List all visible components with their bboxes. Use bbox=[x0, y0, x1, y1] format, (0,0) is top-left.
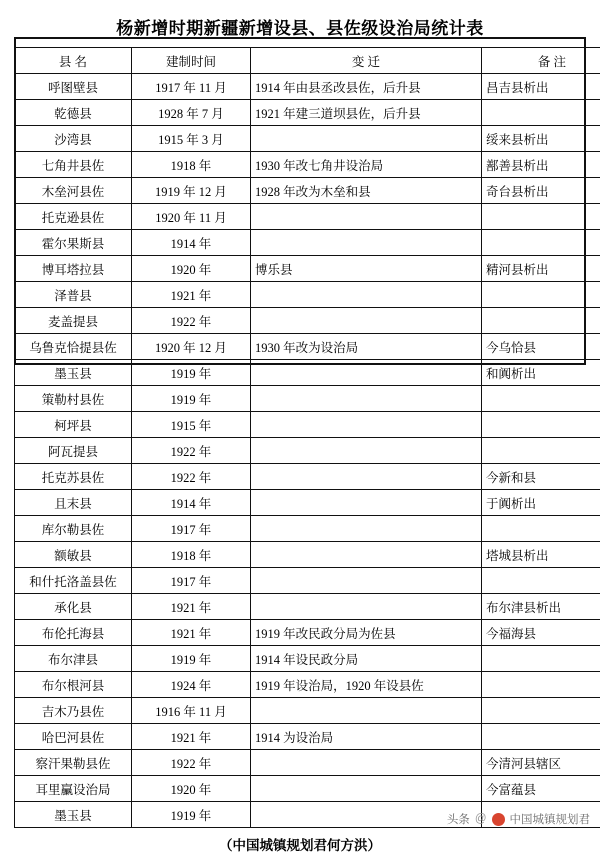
cell-remarks bbox=[482, 204, 600, 230]
table-row bbox=[15, 360, 600, 386]
cell-remarks: 精河县析出 bbox=[482, 256, 600, 282]
cell-establish-time: 1921 年 bbox=[132, 282, 251, 308]
cell-establish-time: 1921 年 bbox=[132, 594, 251, 620]
cell-remarks: 布尔津县析出 bbox=[482, 594, 600, 620]
table-row bbox=[15, 308, 600, 334]
cell-establish-time: 1919 年 bbox=[132, 360, 251, 386]
cell-establish-time: 1920 年 bbox=[132, 776, 251, 802]
cell-county-name: 墨玉县 bbox=[15, 360, 132, 386]
cell-changes bbox=[251, 490, 482, 516]
cell-county-name: 布尔根河县 bbox=[15, 672, 132, 698]
cell-remarks bbox=[482, 386, 600, 412]
table-row bbox=[15, 438, 600, 464]
cell-remarks bbox=[482, 438, 600, 464]
cell-county-name: 七角井县佐 bbox=[15, 152, 132, 178]
table-row bbox=[15, 282, 600, 308]
cell-remarks: 今富蕴县 bbox=[482, 776, 600, 802]
cell-changes bbox=[251, 230, 482, 256]
table-row bbox=[15, 542, 600, 568]
cell-remarks: 绥来县析出 bbox=[482, 126, 600, 152]
cell-changes: 1914 年由县丞改县佐，后升县 bbox=[251, 74, 482, 100]
cell-establish-time: 1919 年 12 月 bbox=[132, 178, 251, 204]
cell-changes: 1921 年建三道坝县佐，后升县 bbox=[251, 100, 482, 126]
watermark-separator: @ bbox=[475, 813, 487, 825]
cell-remarks: 今新和县 bbox=[482, 464, 600, 490]
table-row bbox=[15, 126, 600, 152]
table-row bbox=[15, 74, 600, 100]
table-row bbox=[15, 334, 600, 360]
table-row bbox=[15, 204, 600, 230]
cell-county-name: 察汗果勒县佐 bbox=[15, 750, 132, 776]
cell-establish-time: 1917 年 11 月 bbox=[132, 74, 251, 100]
cell-county-name: 沙湾县 bbox=[15, 126, 132, 152]
table-row bbox=[15, 100, 600, 126]
cell-remarks bbox=[482, 230, 600, 256]
cell-changes: 1919 年改民政分局为佐县 bbox=[251, 620, 482, 646]
cell-changes: 1914 年设民政分局 bbox=[251, 646, 482, 672]
table-row bbox=[15, 620, 600, 646]
cell-remarks bbox=[482, 412, 600, 438]
cell-changes bbox=[251, 542, 482, 568]
cell-changes bbox=[251, 698, 482, 724]
table-row bbox=[15, 672, 600, 698]
cell-establish-time: 1922 年 bbox=[132, 464, 251, 490]
table-row bbox=[15, 230, 600, 256]
cell-establish-time: 1920 年 12 月 bbox=[132, 334, 251, 360]
cell-establish-time: 1917 年 bbox=[132, 568, 251, 594]
cell-establish-time: 1915 年 bbox=[132, 412, 251, 438]
watermark bbox=[447, 811, 590, 827]
cell-changes: 1914 为设治局 bbox=[251, 724, 482, 750]
cell-changes bbox=[251, 750, 482, 776]
footer-note: （中国城镇规划君何方洪） bbox=[14, 834, 586, 854]
cell-remarks bbox=[482, 516, 600, 542]
watermark-author: 中国城镇规划君 bbox=[510, 811, 591, 827]
cell-county-name: 耳里臝设治局 bbox=[15, 776, 132, 802]
cell-changes bbox=[251, 282, 482, 308]
cell-remarks: 昌吉县析出 bbox=[482, 74, 600, 100]
cell-remarks bbox=[482, 100, 600, 126]
cell-county-name: 乾德县 bbox=[15, 100, 132, 126]
table-row bbox=[15, 724, 600, 750]
cell-establish-time: 1924 年 bbox=[132, 672, 251, 698]
table-row bbox=[15, 698, 600, 724]
cell-county-name: 麦盖提县 bbox=[15, 308, 132, 334]
table-row bbox=[15, 750, 600, 776]
watermark-source: 头条 bbox=[447, 811, 470, 827]
cell-remarks: 于阗析出 bbox=[482, 490, 600, 516]
column-header-establish-time: 建制时间 bbox=[132, 48, 251, 74]
cell-county-name: 布尔津县 bbox=[15, 646, 132, 672]
cell-changes: 1919 年设治局，1920 年设县佐 bbox=[251, 672, 482, 698]
table-row bbox=[15, 594, 600, 620]
cell-establish-time: 1922 年 bbox=[132, 308, 251, 334]
cell-changes bbox=[251, 360, 482, 386]
table-header bbox=[15, 48, 600, 74]
cell-establish-time: 1918 年 bbox=[132, 152, 251, 178]
cell-county-name: 库尔勒县佐 bbox=[15, 516, 132, 542]
cell-county-name: 泽普县 bbox=[15, 282, 132, 308]
cell-county-name: 阿瓦提县 bbox=[15, 438, 132, 464]
cell-county-name: 布伦托海县 bbox=[15, 620, 132, 646]
cell-changes bbox=[251, 204, 482, 230]
cell-remarks: 和阗析出 bbox=[482, 360, 600, 386]
cell-changes bbox=[251, 308, 482, 334]
cell-changes bbox=[251, 126, 482, 152]
table-row bbox=[15, 646, 600, 672]
cell-establish-time: 1922 年 bbox=[132, 750, 251, 776]
cell-changes bbox=[251, 412, 482, 438]
cell-remarks: 今福海县 bbox=[482, 620, 600, 646]
cell-county-name: 柯坪县 bbox=[15, 412, 132, 438]
cell-establish-time: 1922 年 bbox=[132, 438, 251, 464]
cell-establish-time: 1920 年 11 月 bbox=[132, 204, 251, 230]
cell-county-name: 霍尔果斯县 bbox=[15, 230, 132, 256]
cell-establish-time: 1914 年 bbox=[132, 230, 251, 256]
watermark-logo-icon bbox=[492, 813, 505, 826]
table-row bbox=[15, 152, 600, 178]
cell-establish-time: 1919 年 bbox=[132, 386, 251, 412]
cell-changes bbox=[251, 386, 482, 412]
column-header-county-name: 县 名 bbox=[15, 48, 132, 74]
cell-remarks bbox=[482, 282, 600, 308]
cell-county-name: 博耳塔拉县 bbox=[15, 256, 132, 282]
cell-county-name: 且末县 bbox=[15, 490, 132, 516]
cell-establish-time: 1928 年 7 月 bbox=[132, 100, 251, 126]
table-row bbox=[15, 412, 600, 438]
cell-changes bbox=[251, 516, 482, 542]
cell-county-name: 吉木乃县佐 bbox=[15, 698, 132, 724]
cell-county-name: 策勒村县佐 bbox=[15, 386, 132, 412]
table-row bbox=[15, 568, 600, 594]
cell-establish-time: 1917 年 bbox=[132, 516, 251, 542]
table-row bbox=[15, 178, 600, 204]
cell-changes: 1930 年改为设治局 bbox=[251, 334, 482, 360]
table-row bbox=[15, 256, 600, 282]
table-header-row bbox=[15, 48, 600, 74]
cell-changes bbox=[251, 568, 482, 594]
cell-establish-time: 1920 年 bbox=[132, 256, 251, 282]
table-body bbox=[15, 74, 600, 828]
cell-county-name: 托克苏县佐 bbox=[15, 464, 132, 490]
cell-remarks bbox=[482, 672, 600, 698]
cell-remarks bbox=[482, 568, 600, 594]
cell-county-name: 木垒河县佐 bbox=[15, 178, 132, 204]
cell-remarks: 今乌恰县 bbox=[482, 334, 600, 360]
cell-changes: 1930 年改七角井设治局 bbox=[251, 152, 482, 178]
cell-establish-time: 1919 年 bbox=[132, 646, 251, 672]
cell-county-name: 哈巴河县佐 bbox=[15, 724, 132, 750]
cell-remarks bbox=[482, 724, 600, 750]
cell-county-name: 墨玉县 bbox=[15, 802, 132, 828]
column-header-remarks: 备 注 bbox=[482, 48, 600, 74]
cell-county-name: 托克逊县佐 bbox=[15, 204, 132, 230]
table-row bbox=[15, 386, 600, 412]
cell-changes: 1928 年改为木垒和县 bbox=[251, 178, 482, 204]
cell-establish-time: 1918 年 bbox=[132, 542, 251, 568]
cell-remarks: 今清河县辖区 bbox=[482, 750, 600, 776]
cell-remarks: 塔城县析出 bbox=[482, 542, 600, 568]
cell-changes bbox=[251, 776, 482, 802]
cell-county-name: 和什托洛盖县佐 bbox=[15, 568, 132, 594]
cell-county-name: 承化县 bbox=[15, 594, 132, 620]
cell-changes bbox=[251, 438, 482, 464]
cell-remarks: 鄯善县析出 bbox=[482, 152, 600, 178]
cell-county-name: 呼图壁县 bbox=[15, 74, 132, 100]
cell-changes bbox=[251, 594, 482, 620]
column-header-changes: 变 迁 bbox=[251, 48, 482, 74]
table-row bbox=[15, 516, 600, 542]
cell-establish-time: 1916 年 11 月 bbox=[132, 698, 251, 724]
cell-remarks bbox=[482, 646, 600, 672]
table-row bbox=[15, 464, 600, 490]
cell-remarks bbox=[482, 308, 600, 334]
cell-county-name: 乌鲁克恰提县佐 bbox=[15, 334, 132, 360]
cell-changes bbox=[251, 464, 482, 490]
page-title: 杨新增时期新疆新增设县、县佐级设治局统计表 bbox=[14, 14, 586, 39]
cell-changes: 博乐县 bbox=[251, 256, 482, 282]
cell-establish-time: 1915 年 3 月 bbox=[132, 126, 251, 152]
cell-county-name: 额敏县 bbox=[15, 542, 132, 568]
table-row bbox=[15, 490, 600, 516]
cell-remarks bbox=[482, 698, 600, 724]
statistics-table bbox=[14, 47, 600, 828]
cell-establish-time: 1919 年 bbox=[132, 802, 251, 828]
cell-establish-time: 1921 年 bbox=[132, 724, 251, 750]
cell-establish-time: 1921 年 bbox=[132, 620, 251, 646]
table-row bbox=[15, 776, 600, 802]
cell-establish-time: 1914 年 bbox=[132, 490, 251, 516]
cell-remarks: 奇台县析出 bbox=[482, 178, 600, 204]
